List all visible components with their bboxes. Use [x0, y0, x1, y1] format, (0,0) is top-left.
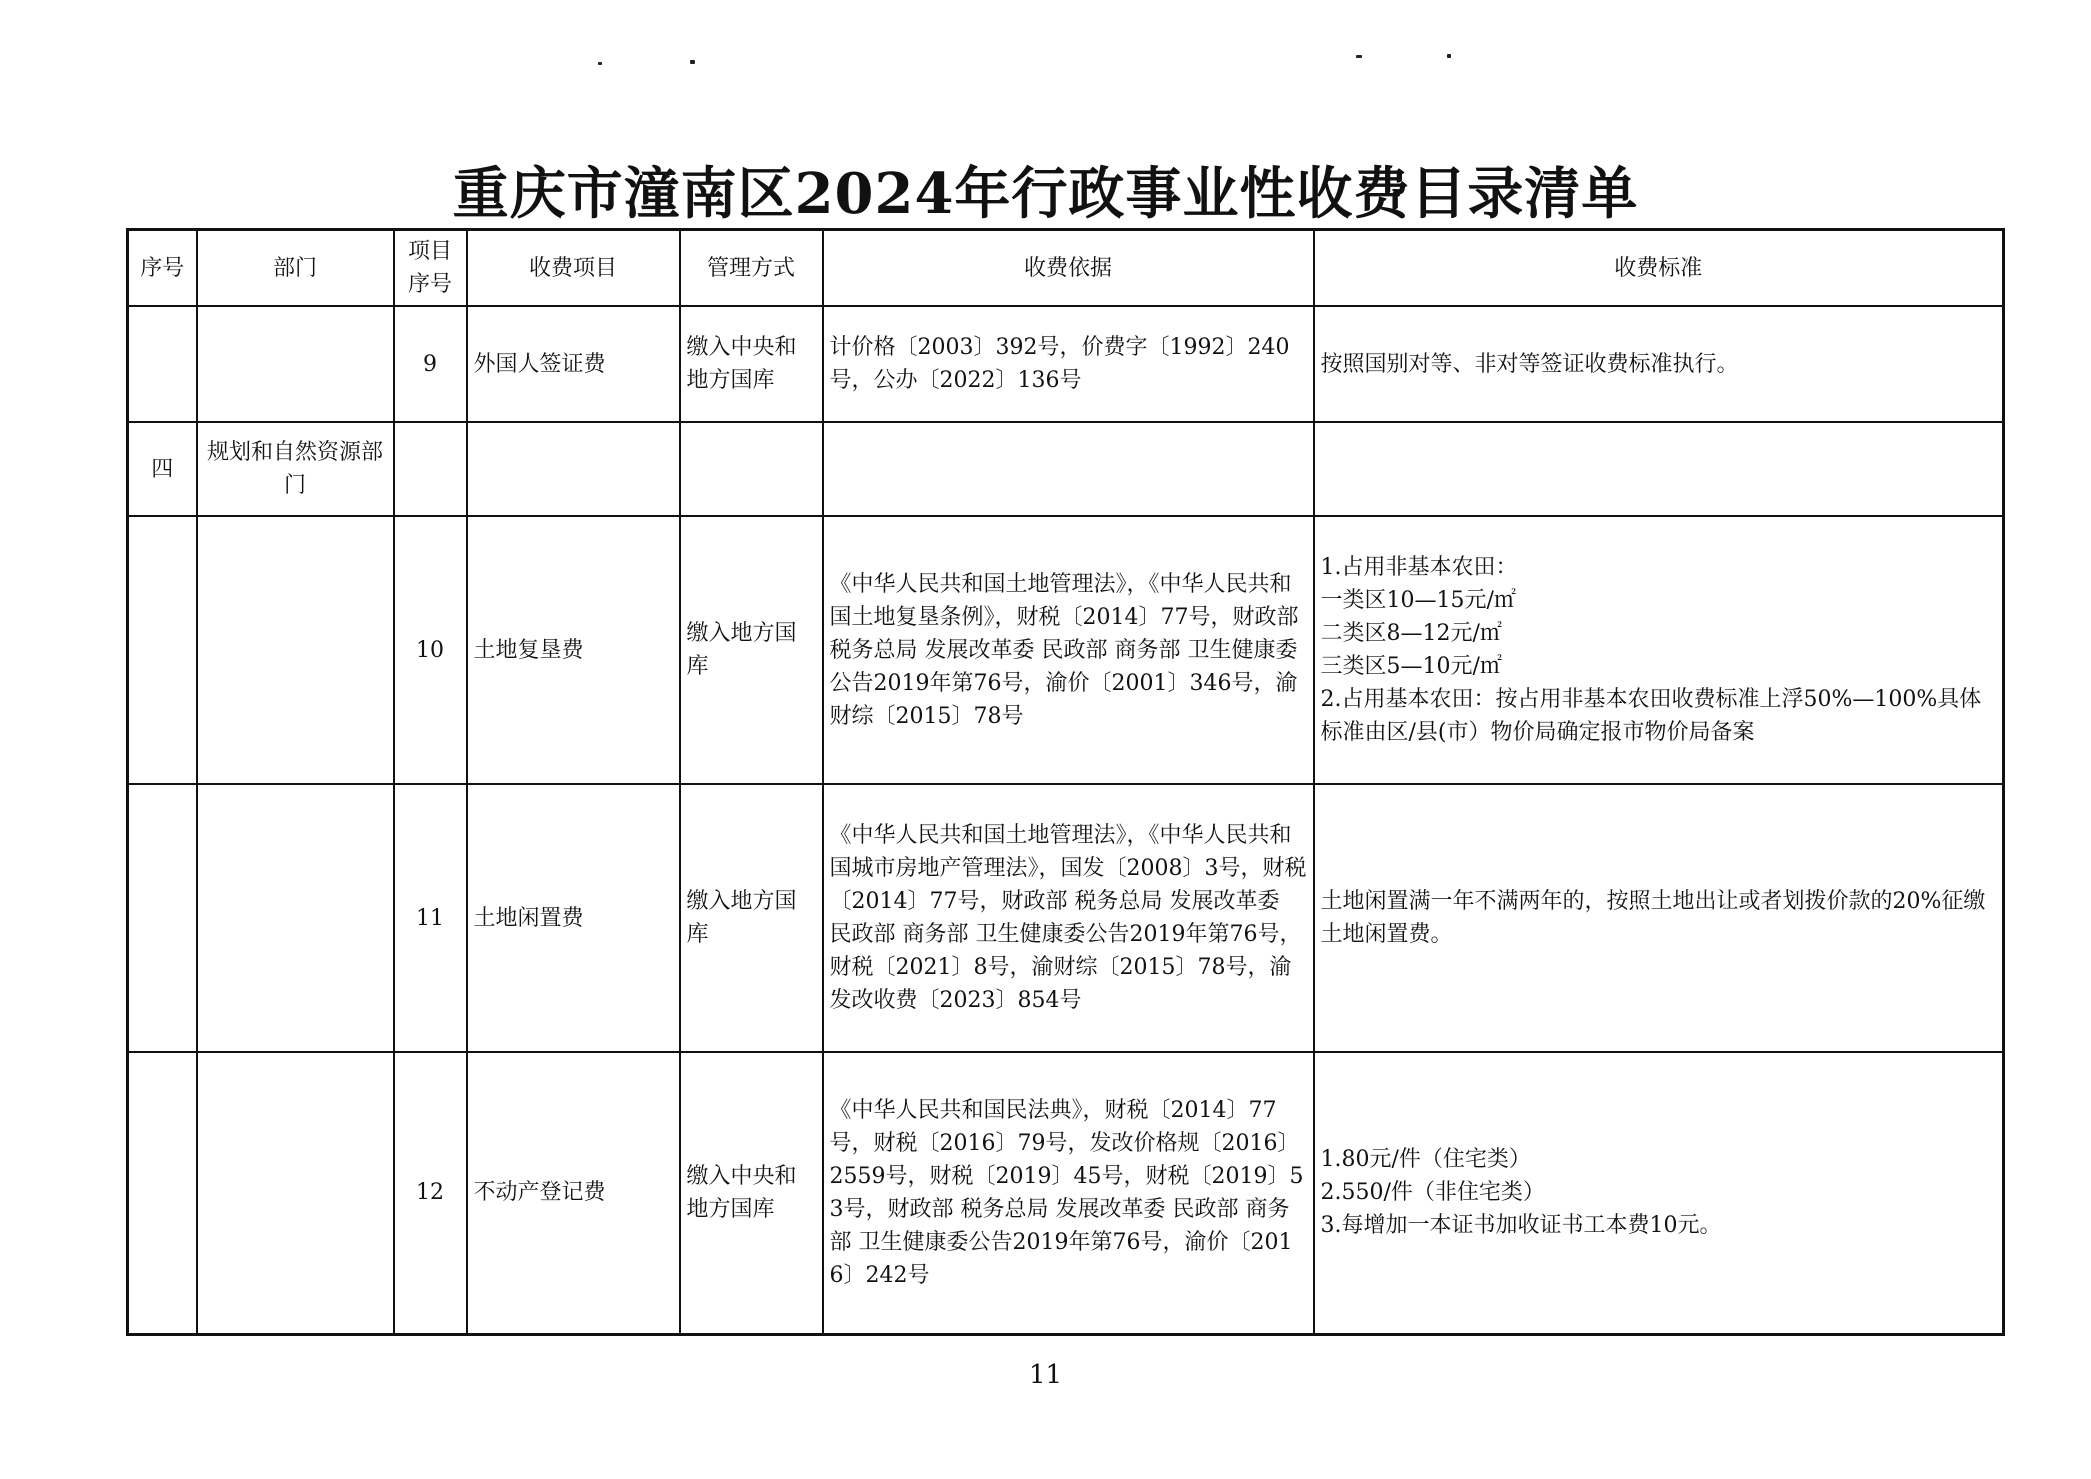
- cell-seq: [128, 516, 197, 784]
- scan-speck: [1447, 54, 1451, 58]
- cell-standard: 1.80元/件（住宅类） 2.550/件（非住宅类） 3.每增加一本证书加收证书工本费10元。: [1314, 1052, 2004, 1334]
- cell-seq: 四: [128, 422, 197, 516]
- cell-management: 缴入中央和地方国库: [680, 306, 823, 422]
- cell-management: 缴入地方国库: [680, 516, 823, 784]
- cell-item-no: 12: [394, 1052, 467, 1334]
- scan-speck: [1356, 55, 1362, 58]
- cell-item-no: [394, 422, 467, 516]
- header-basis: 收费依据: [823, 230, 1314, 307]
- cell-seq: [128, 306, 197, 422]
- scan-speck: [598, 62, 602, 65]
- table-row: [128, 1052, 2004, 1334]
- cell-item: 土地复垦费: [467, 516, 680, 784]
- header-item: 收费项目: [467, 230, 680, 307]
- cell-item: 土地闲置费: [467, 784, 680, 1052]
- table-row: [128, 422, 2004, 516]
- header-seq: 序号: [128, 230, 197, 307]
- cell-department: [197, 306, 394, 422]
- cell-standard: 土地闲置满一年不满两年的，按照土地出让或者划拨价款的20%征缴土地闲置费。: [1314, 784, 2004, 1052]
- cell-item: 外国人签证费: [467, 306, 680, 422]
- cell-department: [197, 1052, 394, 1334]
- cell-item: [467, 422, 680, 516]
- cell-department: [197, 784, 394, 1052]
- cell-seq: [128, 1052, 197, 1334]
- cell-management: 缴入中央和地方国库: [680, 1052, 823, 1334]
- table-row: [128, 306, 2004, 422]
- table-row: [128, 516, 2004, 784]
- cell-basis: 计价格〔2003〕392号，价费字〔1992〕240号，公办〔2022〕136号: [823, 306, 1314, 422]
- cell-basis: [823, 422, 1314, 516]
- cell-item: 不动产登记费: [467, 1052, 680, 1334]
- header-standard: 收费标准: [1314, 230, 2004, 307]
- cell-item-no: 11: [394, 784, 467, 1052]
- scan-speck: [690, 60, 695, 64]
- cell-management: 缴入地方国库: [680, 784, 823, 1052]
- cell-basis: 《中华人民共和国土地管理法》，《中华人民共和国土地复垦条例》，财税〔2014〕77号，财政部 税务总局 发展改革委 民政部 商务部 卫生健康委公告2019年第76号，渝价〔2001〕346号，渝财综〔2015〕78号: [823, 516, 1314, 784]
- table-row: [128, 784, 2004, 1052]
- header-management: 管理方式: [680, 230, 823, 307]
- cell-standard: 按照国别对等、非对等签证收费标准执行。: [1314, 306, 2004, 422]
- cell-standard: [1314, 422, 2004, 516]
- cell-management: [680, 422, 823, 516]
- cell-basis: 《中华人民共和国民法典》，财税〔2014〕77号，财税〔2016〕79号，发改价格规〔2016〕2559号，财税〔2019〕45号，财税〔2019〕53号，财政部 税务总局 发展改革委 民政部 商务部 卫生健康委公告2019年第76号，渝价〔2016〕242号: [823, 1052, 1314, 1334]
- header-department: 部门: [197, 230, 394, 307]
- fee-catalog-table: [126, 228, 2005, 1336]
- page-title: 重庆市潼南区2024年行政事业性收费目录清单: [452, 161, 1639, 227]
- page-number: 11: [1028, 1360, 1063, 1390]
- cell-department: 规划和自然资源部门: [197, 422, 394, 516]
- cell-department: [197, 516, 394, 784]
- header-item-no: 项目 序号: [394, 230, 467, 307]
- cell-item-no: 9: [394, 306, 467, 422]
- cell-item-no: 10: [394, 516, 467, 784]
- table-header-row: [128, 230, 2004, 307]
- cell-basis: 《中华人民共和国土地管理法》，《中华人民共和国城市房地产管理法》，国发〔2008〕3号，财税〔2014〕77号，财政部 税务总局 发展改革委 民政部 商务部 卫生健康委公告2019年第76号，财税〔2021〕8号，渝财综〔2015〕78号，渝发改收费〔2023〕854号: [823, 784, 1314, 1052]
- cell-standard: 1.占用非基本农田： 一类区10—15元/㎡ 二类区8—12元/㎡ 三类区5—10元/㎡ 2.占用基本农田：按占用非基本农田收费标准上浮50%—100%具体标准由区/县(市）物价局确定报市物价局备案: [1314, 516, 2004, 784]
- cell-seq: [128, 784, 197, 1052]
